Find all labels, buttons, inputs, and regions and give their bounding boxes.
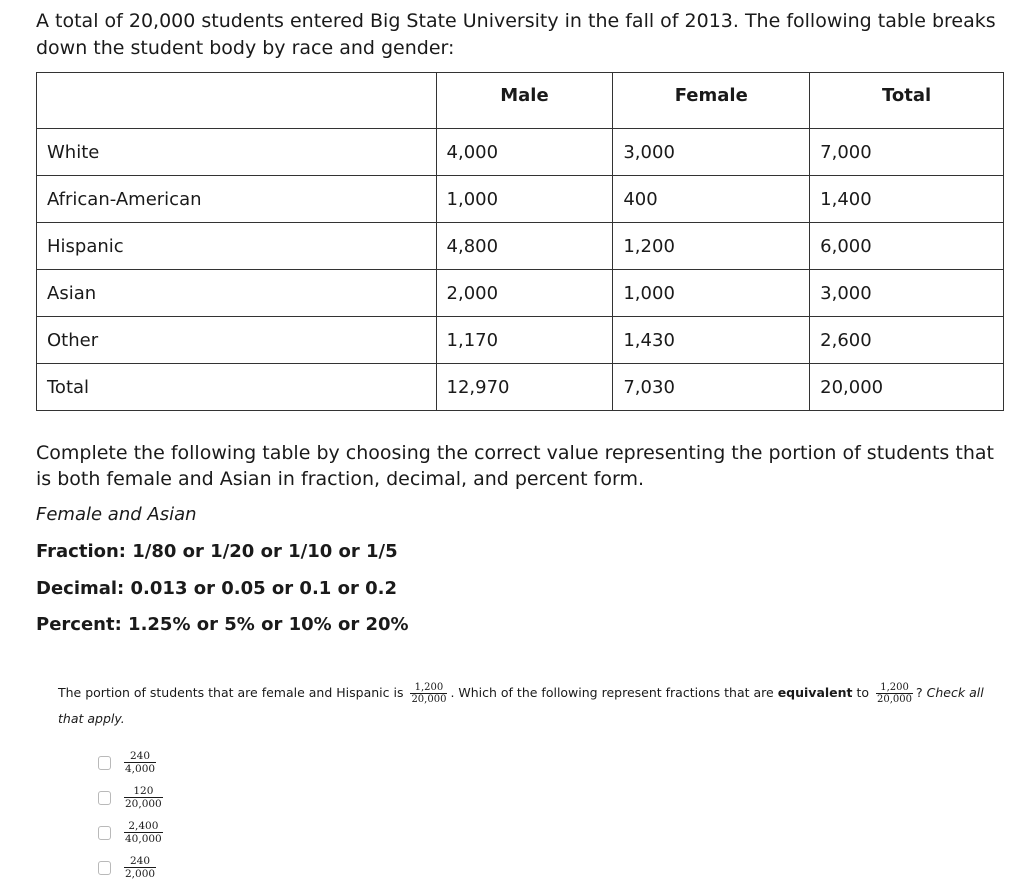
- choice-option[interactable]: [98, 850, 166, 885]
- table-cell: 2,600: [810, 317, 1004, 364]
- table-cell: 4,800: [436, 223, 613, 270]
- table-header-row: [37, 73, 1004, 129]
- table-row: [37, 317, 1004, 364]
- question-instruction: Check all that apply.: [58, 685, 984, 726]
- fraction-numerator: 120: [133, 785, 154, 797]
- question-emphasis: equivalent: [777, 685, 853, 700]
- table-cell: 20,000: [810, 364, 1004, 411]
- table-cell: 1,400: [810, 176, 1004, 223]
- subheading: Female and Asian: [36, 504, 197, 525]
- fraction-denominator: 20,000: [877, 694, 913, 705]
- table-cell: 1,200: [613, 223, 810, 270]
- decimal-options: Decimal: 0.013 or 0.05 or 0.1 or 0.2: [36, 578, 397, 599]
- percent-options: Percent: 1.25% or 5% or 10% or 20%: [36, 614, 409, 635]
- fraction-denominator: 4,000: [125, 763, 156, 775]
- table-cell: Total: [37, 364, 437, 411]
- table-cell: 7,000: [810, 129, 1004, 176]
- table-cell: African-American: [37, 176, 437, 223]
- question-part: . Which of the following represent fractions that are: [450, 685, 778, 700]
- table-cell: Other: [37, 317, 437, 364]
- table-cell: 400: [613, 176, 810, 223]
- choice-option[interactable]: [98, 815, 166, 850]
- race-gender-table: [36, 72, 1004, 411]
- choice-option[interactable]: [98, 780, 166, 815]
- fraction-numerator: 240: [130, 855, 151, 867]
- intro-text: A total of 20,000 students entered Big State University in the fall of 2013. The following table breaks down the student body by race and gender:: [36, 10, 996, 59]
- choice-fraction: [124, 820, 163, 845]
- table-cell: 1,000: [436, 176, 613, 223]
- table-cell: 1,000: [613, 270, 810, 317]
- checkbox[interactable]: [98, 791, 111, 805]
- table-cell: 7,030: [613, 364, 810, 411]
- table-cell: 3,000: [613, 129, 810, 176]
- choice-fraction: [124, 785, 163, 810]
- fraction-denominator: 2,000: [125, 868, 156, 880]
- table-cell: 4,000: [436, 129, 613, 176]
- choice-option[interactable]: [98, 745, 166, 780]
- header-cell: [37, 73, 437, 129]
- answer-choices: [98, 745, 166, 885]
- question-text: [58, 680, 1008, 732]
- fraction: [410, 682, 447, 705]
- fraction-denominator: 20,000: [411, 694, 447, 705]
- choice-fraction: [124, 855, 156, 880]
- table-cell: Asian: [37, 270, 437, 317]
- table-cell: 12,970: [436, 364, 613, 411]
- table-cell: 2,000: [436, 270, 613, 317]
- checkbox[interactable]: [98, 826, 111, 840]
- choice-fraction: [124, 750, 156, 775]
- question-part: The portion of students that are female and Hispanic is: [58, 685, 408, 700]
- table-row: [37, 223, 1004, 270]
- fraction: [876, 682, 913, 705]
- table-row: [37, 129, 1004, 176]
- header-cell-female: Female: [613, 73, 810, 129]
- header-cell-total: Total: [810, 73, 1004, 129]
- instruction-text: Complete the following table by choosing the correct value representing the portion of students that is both female and Asian in fraction, decimal, and percent form.: [36, 442, 994, 490]
- table-cell: 1,430: [613, 317, 810, 364]
- table-cell: 6,000: [810, 223, 1004, 270]
- header-cell-male: Male: [436, 73, 613, 129]
- table-cell: 1,170: [436, 317, 613, 364]
- fraction-numerator: 240: [130, 750, 151, 762]
- fraction-options: Fraction: 1/80 or 1/20 or 1/10 or 1/5: [36, 541, 398, 562]
- table-cell: Hispanic: [37, 223, 437, 270]
- fraction-denominator: 40,000: [125, 833, 162, 845]
- table-cell: 3,000: [810, 270, 1004, 317]
- question-part: ?: [916, 685, 927, 700]
- table-row: [37, 176, 1004, 223]
- fraction-denominator: 20,000: [125, 798, 162, 810]
- fraction-numerator: 1,200: [414, 682, 444, 693]
- fraction-numerator: 2,400: [128, 820, 159, 832]
- fraction-numerator: 1,200: [880, 682, 909, 693]
- checkbox[interactable]: [98, 756, 111, 770]
- checkbox[interactable]: [98, 861, 111, 875]
- question-part: to: [852, 685, 874, 700]
- table-row: [37, 270, 1004, 317]
- table-cell: White: [37, 129, 437, 176]
- table-row: [37, 364, 1004, 411]
